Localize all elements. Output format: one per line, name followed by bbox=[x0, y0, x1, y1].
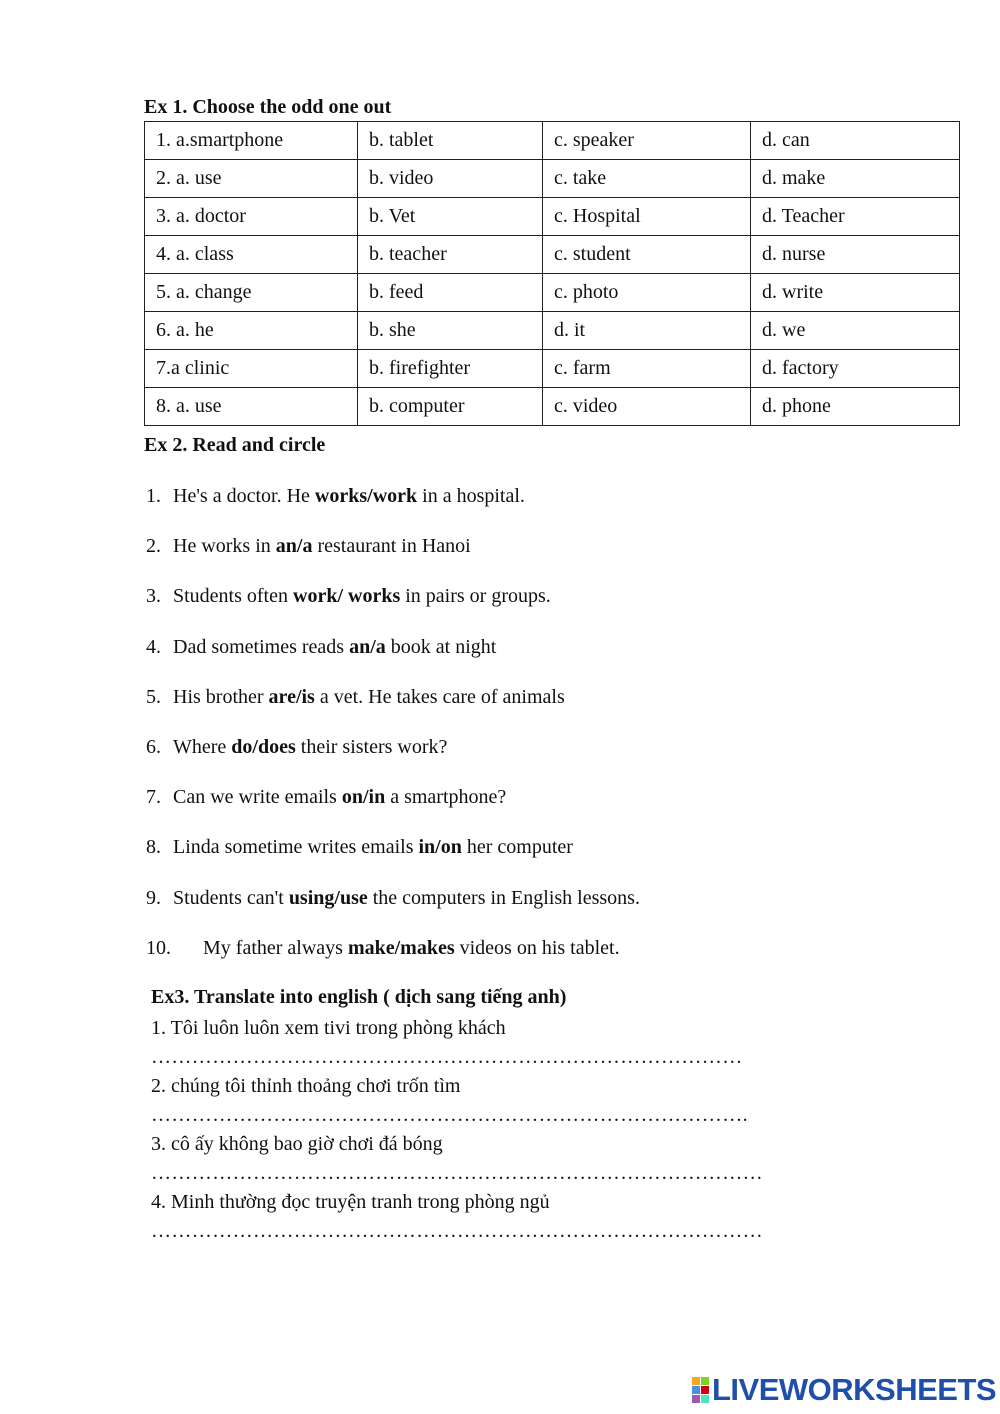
table-row bbox=[145, 122, 960, 160]
translate-prompt: 1. Tôi luôn luôn xem tivi trong phòng khách bbox=[151, 1017, 506, 1039]
table-cell: d. make bbox=[751, 160, 960, 198]
table-row bbox=[145, 312, 960, 350]
table-cell: b. firefighter bbox=[358, 350, 543, 388]
answer-line[interactable]: …………………………………………………………………………… bbox=[151, 1046, 743, 1068]
sentence-after: a smartphone? bbox=[385, 786, 507, 809]
item-number: 6. bbox=[146, 735, 161, 758]
answer-choice[interactable]: are/is bbox=[268, 685, 315, 708]
table-cell: c. Hospital bbox=[543, 198, 751, 236]
list-item bbox=[146, 735, 640, 785]
item-number: 9. bbox=[146, 886, 161, 909]
odd-one-out-table bbox=[144, 121, 960, 426]
table-cell: d. we bbox=[751, 312, 960, 350]
list-item bbox=[146, 635, 640, 685]
logo-square bbox=[692, 1395, 700, 1403]
answer-choice[interactable]: in/on bbox=[418, 836, 462, 859]
liveworksheets-logo bbox=[692, 1372, 996, 1408]
table-cell: c. speaker bbox=[543, 122, 751, 160]
list-item bbox=[146, 886, 640, 936]
list-item bbox=[146, 484, 640, 534]
answer-choice[interactable]: do/does bbox=[231, 735, 296, 758]
table-cell: 4. a. class bbox=[145, 236, 358, 274]
answer-choice[interactable]: make/makes bbox=[347, 936, 455, 959]
table-cell: c. video bbox=[543, 388, 751, 426]
table-cell: c. farm bbox=[543, 350, 751, 388]
sentence-after: in pairs or groups. bbox=[400, 585, 551, 608]
table-cell: c. student bbox=[543, 236, 751, 274]
table-cell: b. teacher bbox=[358, 236, 543, 274]
translate-prompt: 4. Minh thường đọc truyện tranh trong phòng ngủ bbox=[151, 1191, 550, 1213]
table-row bbox=[145, 236, 960, 274]
table-cell: b. she bbox=[358, 312, 543, 350]
ex1-heading: Ex 1. Choose the odd one out bbox=[144, 96, 392, 118]
ex3-heading: Ex3. Translate into english ( dịch sang tiếng anh) bbox=[151, 986, 567, 1008]
table-cell: 8. a. use bbox=[145, 388, 358, 426]
item-number: 2. bbox=[146, 535, 161, 558]
logo-square bbox=[692, 1386, 700, 1394]
sentence-before: Linda sometime writes emails bbox=[173, 836, 419, 859]
sentence-after: her computer bbox=[461, 836, 573, 859]
item-number: 10. bbox=[146, 936, 171, 959]
answer-line[interactable]: ……………………………………………………………………………… bbox=[151, 1162, 763, 1184]
translate-prompt: 3. cô ấy không bao giờ chơi đá bóng bbox=[151, 1133, 443, 1155]
answer-choice[interactable]: an/a bbox=[275, 535, 313, 558]
sentence-before: My father always bbox=[203, 936, 348, 959]
logo-square bbox=[701, 1386, 709, 1394]
table-cell: d. nurse bbox=[751, 236, 960, 274]
sentence-after: videos on his tablet. bbox=[454, 936, 620, 959]
table-cell: 7.a clinic bbox=[145, 350, 358, 388]
table-row bbox=[145, 198, 960, 236]
table-cell: 2. a. use bbox=[145, 160, 358, 198]
sentence-after: in a hospital. bbox=[417, 485, 525, 507]
read-and-circle-list bbox=[146, 484, 640, 986]
table-cell: b. tablet bbox=[358, 122, 543, 160]
logo-square bbox=[701, 1377, 709, 1385]
table-row bbox=[145, 274, 960, 312]
ex2-heading: Ex 2. Read and circle bbox=[144, 434, 326, 456]
table-cell: b. feed bbox=[358, 274, 543, 312]
sentence-after: book at night bbox=[385, 635, 497, 658]
item-number: 1. bbox=[146, 485, 161, 507]
table-row bbox=[145, 350, 960, 388]
table-cell: b. computer bbox=[358, 388, 543, 426]
sentence-before: Students often bbox=[173, 585, 293, 608]
item-number: 7. bbox=[146, 786, 161, 809]
answer-line[interactable]: ……………………………………………………………………………. bbox=[151, 1104, 748, 1126]
sentence-before: He's a doctor. He bbox=[173, 485, 315, 507]
table-row bbox=[145, 160, 960, 198]
logo-wordmark: LIVEWORKSHEETS bbox=[712, 1372, 997, 1407]
sentence-before: His brother bbox=[173, 685, 269, 708]
table-cell: b. Vet bbox=[358, 198, 543, 236]
sentence-before: Dad sometimes reads bbox=[173, 635, 350, 658]
answer-choice[interactable]: works/work bbox=[314, 485, 418, 507]
answer-choice[interactable]: on/in bbox=[341, 786, 386, 809]
table-cell: b. video bbox=[358, 160, 543, 198]
sentence-after: a vet. He takes care of animals bbox=[314, 685, 565, 708]
list-item bbox=[146, 534, 640, 584]
table-row bbox=[145, 388, 960, 426]
sentence-before: Where bbox=[173, 735, 232, 758]
logo-square bbox=[701, 1395, 709, 1403]
logo-mark-icon bbox=[692, 1377, 709, 1403]
table-cell: d. Teacher bbox=[751, 198, 960, 236]
sentence-after: their sisters work? bbox=[295, 735, 448, 758]
list-item bbox=[146, 936, 640, 986]
table-cell: c. photo bbox=[543, 274, 751, 312]
answer-line[interactable]: ……………………………………………………………………………… bbox=[151, 1220, 763, 1242]
table-cell: 5. a. change bbox=[145, 274, 358, 312]
table-cell: d. phone bbox=[751, 388, 960, 426]
logo-square bbox=[692, 1377, 700, 1385]
sentence-after: restaurant in Hanoi bbox=[312, 535, 471, 558]
table-cell: c. take bbox=[543, 160, 751, 198]
table-cell: d. it bbox=[543, 312, 751, 350]
list-item bbox=[146, 685, 640, 735]
item-number: 4. bbox=[146, 635, 161, 658]
table-cell: d. can bbox=[751, 122, 960, 160]
answer-choice[interactable]: an/a bbox=[349, 635, 386, 658]
list-item bbox=[146, 835, 640, 885]
item-number: 3. bbox=[146, 585, 161, 608]
sentence-before: Can we write emails bbox=[173, 786, 342, 809]
answer-choice[interactable]: work/ works bbox=[293, 585, 401, 608]
list-item bbox=[146, 584, 640, 634]
translate-prompt: 2. chúng tôi thỉnh thoảng chơi trốn tìm bbox=[151, 1075, 461, 1097]
table-cell: 1. a.smartphone bbox=[145, 122, 358, 160]
sentence-after: the computers in English lessons. bbox=[367, 886, 640, 909]
sentence-before: He works in bbox=[173, 535, 276, 558]
sentence-before: Students can't bbox=[173, 886, 289, 909]
table-cell: d. factory bbox=[751, 350, 960, 388]
answer-choice[interactable]: using/use bbox=[288, 886, 368, 909]
table-cell: d. write bbox=[751, 274, 960, 312]
table-cell: 3. a. doctor bbox=[145, 198, 358, 236]
list-item bbox=[146, 785, 640, 835]
item-number: 8. bbox=[146, 836, 161, 859]
item-number: 5. bbox=[146, 685, 161, 708]
translate-section bbox=[151, 1016, 763, 1248]
table-cell: 6. a. he bbox=[145, 312, 358, 350]
